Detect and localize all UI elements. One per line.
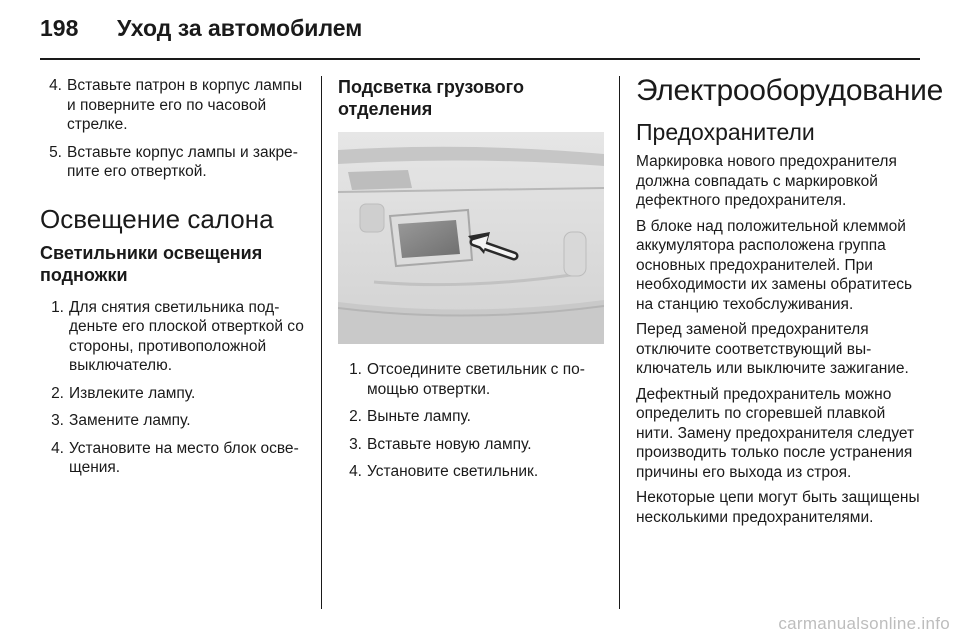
page-title: Уход за автомобилем: [117, 15, 363, 41]
step-number: 1.: [349, 361, 362, 378]
cargo-light-photo: [338, 132, 604, 344]
list-item: [338, 360, 604, 399]
subsection-title-fuses: Предохранители: [636, 119, 815, 145]
list-item: [40, 143, 310, 182]
step-text: Замените лампу.: [69, 412, 191, 429]
column-divider: [619, 76, 620, 609]
page-number: 198: [40, 15, 79, 41]
column-right: [636, 74, 944, 533]
header-rule: [40, 58, 920, 60]
column-divider: [321, 76, 322, 609]
step-number: 3.: [51, 412, 64, 429]
column-middle: [338, 76, 604, 490]
step-number: 1.: [51, 298, 64, 316]
list-item: [40, 298, 310, 376]
steps-list-footwell: [40, 298, 310, 478]
step-number: 2.: [349, 408, 362, 425]
list-item: [338, 407, 604, 427]
list-item: [338, 462, 604, 482]
watermark: carmanualsonline.info: [778, 614, 950, 633]
steps-list-top: [40, 76, 310, 182]
paragraph: Маркировка нового предохранителя должна совпадать с маркировкой дефектного предохранителя.: [636, 153, 897, 209]
step-number: 4.: [349, 463, 362, 480]
list-item: [40, 384, 310, 404]
section-title-electrical: Электрооборудование: [636, 74, 944, 107]
step-text: Отсоедините светильник с помощью отвертки.: [367, 361, 585, 398]
list-item: [338, 435, 604, 455]
step-number: 4.: [49, 77, 62, 94]
subsection-title-cargo-light: Подсветка грузового отделения: [338, 77, 524, 119]
step-text: Для снятия светильника подденьте его плоской отверткой со стороны, противоположной выключателю.: [69, 298, 304, 374]
paragraph: Дефектный предохранитель можно определить по сгоревшей плавкой нити. Замену предохранителя следует производить только после устранения причины его выхода из строя.: [636, 385, 915, 481]
step-number: 5.: [49, 143, 62, 161]
paragraph: Некоторые цепи могут быть защищены несколькими предохранителями.: [636, 489, 920, 526]
step-text: Вставьте корпус лампы и закрепите его отверткой.: [67, 143, 298, 180]
step-number: 3.: [349, 435, 362, 453]
list-item: [40, 439, 310, 478]
step-number: 4.: [51, 439, 64, 457]
step-text: Вставьте новую лампу.: [367, 435, 532, 453]
column-left: [40, 76, 310, 486]
subsection-title-footwell-lights: Светильники освещения подножки: [40, 242, 263, 285]
step-text: Вставьте патрон в корпус лампы и поверните его по часовой стрелке.: [67, 77, 303, 133]
list-item: [40, 411, 310, 431]
steps-list-cargo: [338, 360, 604, 482]
step-text: Выньте лампу.: [367, 408, 471, 425]
step-text: Установите на место блок освещения.: [69, 439, 299, 476]
list-item: [40, 76, 310, 135]
step-number: 2.: [51, 384, 64, 402]
step-text: Установите светильник.: [367, 463, 539, 480]
paragraph: В блоке над положительной клеммой аккумулятора расположена группа основных предохранителей. При необходимости их замены обратитесь на станцию техобслуживания.: [636, 217, 913, 313]
paragraph: Перед заменой предохранителя отключите соответствующий выключатель или выключите зажигание.: [636, 321, 909, 377]
step-text: Извлеките лампу.: [69, 384, 196, 402]
section-title-interior-lighting: Освещение салона: [40, 203, 274, 234]
